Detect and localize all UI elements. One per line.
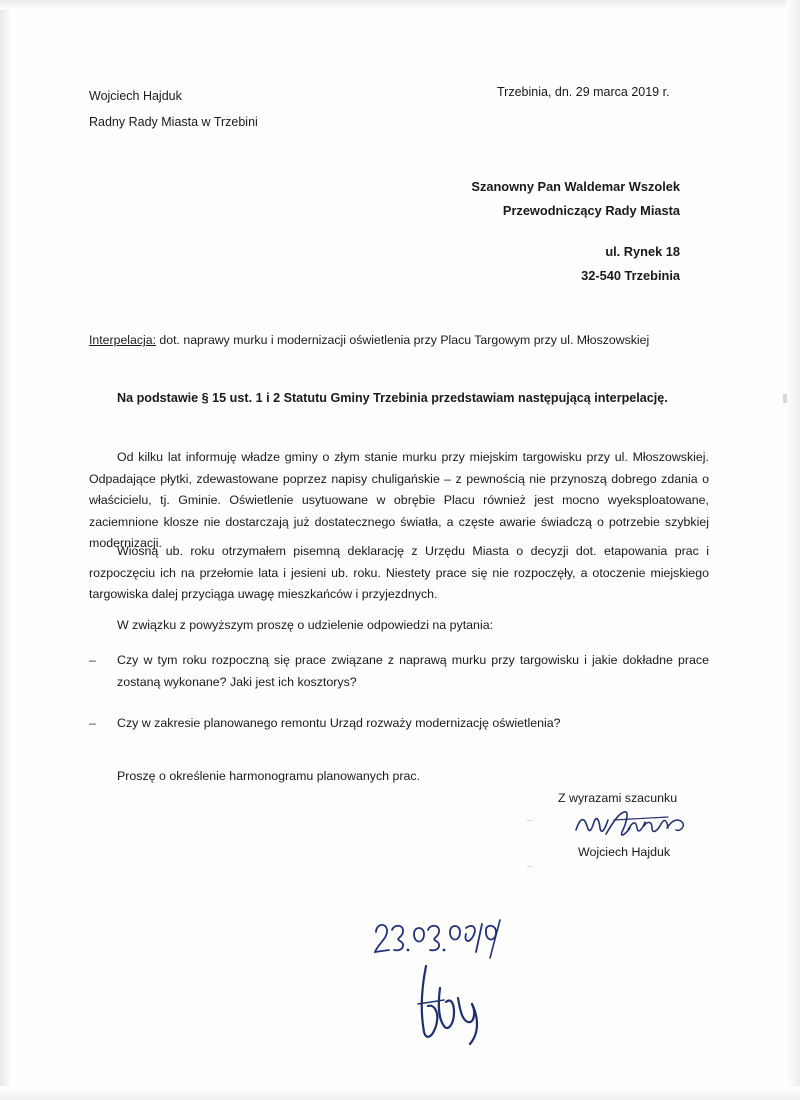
- question-text-2: Czy w zakresie planowanego remontu Urząd rozważy modernizację oświetlenia?: [117, 716, 561, 730]
- list-item: [89, 713, 709, 735]
- addressee-street: ul. Rynek 18: [605, 244, 680, 259]
- addressee-block: [471, 175, 680, 223]
- regards-line: Z wyrazami szacunku: [558, 791, 678, 805]
- lead-paragraph: Na podstawie § 15 ust. 1 i 2 Statutu Gminy Trzebinia przedstawiam następującą interpelację.: [117, 391, 668, 405]
- addressee-city: 32-540 Trzebinia: [581, 268, 680, 283]
- list-marker: –: [89, 653, 96, 667]
- addressee-address: [581, 240, 680, 288]
- subject-label: Interpelacja:: [89, 333, 156, 347]
- sender-role: Radny Rady Miasta w Trzebini: [89, 115, 258, 129]
- scan-artifact: [783, 394, 787, 403]
- body-paragraph-3: W związku z powyższym proszę o udzielenie odpowiedzi na pytania:: [117, 618, 494, 632]
- list-item: [89, 650, 709, 693]
- handwritten-date: [370, 918, 520, 966]
- sender-block: [89, 83, 258, 135]
- closing-note: Proszę o określenie harmonogramu planowanych prac.: [117, 769, 421, 783]
- body-paragraph-1: Od kilku lat informuję władze gminy o złym stanie murku przy miejskim targowisku przy ul. Młoszowskiej. Odpadające płytki, zdewastowane poprzez napisy chuligańskie – z pewnością nie przynoszą dobrego zdania o właścicielu, tj. Gminie. Oświetlenie usytuowane w obrębie Placu również jest mocno wyeksploatowane, zaciemnione klosze nie dostarczają już dostatecznego światła, a częste awarie świadczą o potrzebie szybkiej modernizacji.: [89, 450, 709, 550]
- subject-line: [89, 333, 729, 347]
- signer-name: Wojciech Hajduk: [578, 845, 671, 859]
- handwritten-signature-bottom: [410, 960, 530, 1050]
- scan-artifact: [527, 820, 533, 821]
- addressee-name: Szanowny Pan Waldemar Wszolek: [471, 179, 680, 194]
- sender-name: Wojciech Hajduk: [89, 89, 182, 103]
- place-and-date: Trzebinia, dn. 29 marca 2019 r.: [497, 85, 670, 99]
- body-paragraph-2: Wiosną ub. roku otrzymałem pisemną deklarację z Urzędu Miasta o decyzji dot. etapowania prac i rozpoczęciu ich na przełomie lata i jesieni ub. roku. Niestety prace się nie rozpoczęły, a otoczenie miejskiego targowiska dalej przyciąga uwagę mieszkańców i przyjezdnych.: [89, 544, 709, 601]
- addressee-title: Przewodniczący Rady Miasta: [502, 203, 680, 218]
- subject-text: dot. naprawy murku i modernizacji oświetlenia przy Placu Targowym przy ul. Młoszowskiej: [159, 333, 650, 347]
- question-text-1: Czy w tym roku rozpoczną się prace związane z naprawą murku przy targowisku i jakie dokładne prace zostaną wykonane? Jaki jest ich kosztorys?: [117, 653, 709, 689]
- list-spacer: [89, 693, 709, 713]
- list-marker: –: [89, 716, 96, 730]
- handwritten-signature-top: [572, 808, 702, 844]
- scan-artifact: [527, 866, 533, 867]
- question-list: [89, 650, 709, 735]
